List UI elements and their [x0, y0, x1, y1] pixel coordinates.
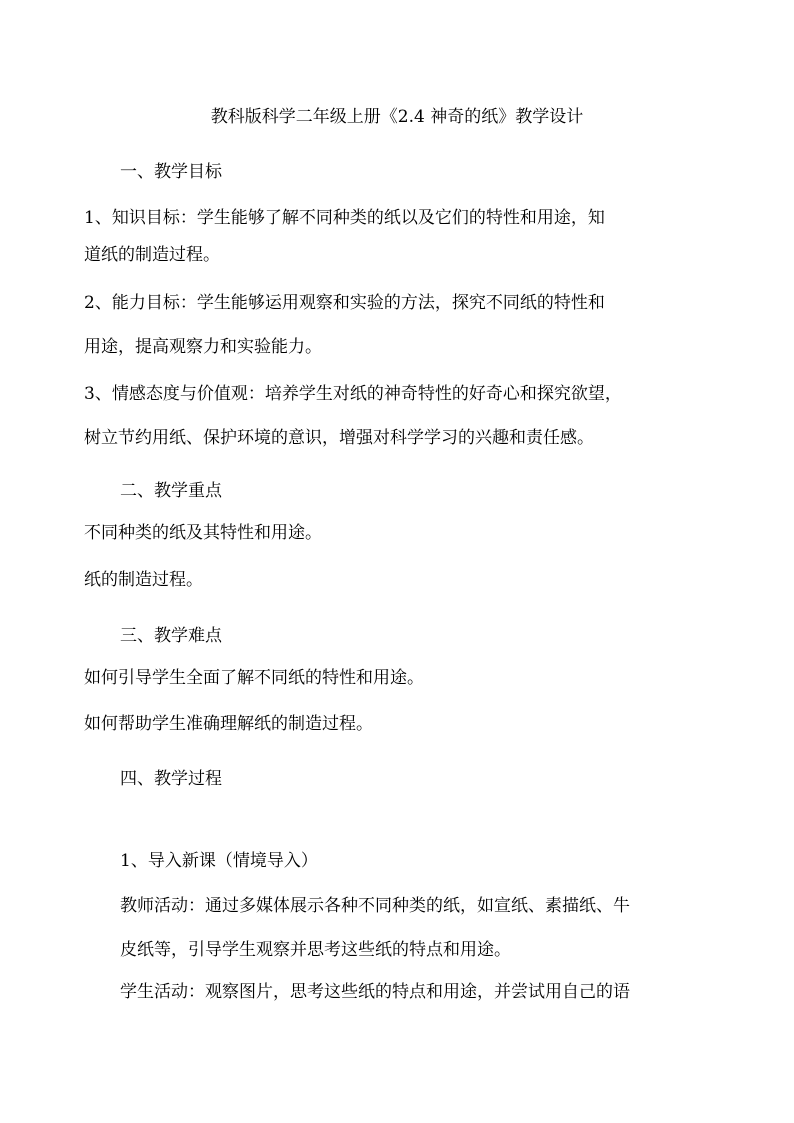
paragraph-line: 1、知识目标：学生能够了解不同种类的纸以及它们的特性和用途，知 [84, 208, 605, 228]
paragraph-line: 树立节约用纸、保护环境的意识，增强对科学学习的兴趣和责任感。 [84, 428, 594, 448]
paragraph-line: 纸的制造过程。 [84, 570, 203, 590]
paragraph-line: 3、情感态度与价值观：培养学生对纸的神奇特性的好奇心和探究欲望， [84, 384, 622, 404]
paragraph-line: 不同种类的纸及其特性和用途。 [84, 523, 322, 543]
paragraph-line: 学生活动：观察图片，思考这些纸的特点和用途，并尝试用自己的语 [120, 982, 630, 1002]
paragraph-line: 道纸的制造过程。 [84, 245, 220, 265]
step-heading: 1、导入新课（情境导入） [120, 851, 318, 871]
section-heading-difficulties: 三、教学难点 [120, 626, 222, 646]
section-heading-goals: 一、教学目标 [120, 162, 222, 182]
paragraph-line: 用途，提高观察力和实验能力。 [84, 337, 322, 357]
section-heading-key-points: 二、教学重点 [120, 481, 222, 501]
document-title: 教科版科学二年级上册《2.4 神奇的纸》教学设计 [210, 107, 584, 127]
paragraph-line: 2、能力目标：学生能够运用观察和实验的方法，探究不同纸的特性和 [84, 293, 605, 313]
paragraph-line: 皮纸等，引导学生观察并思考这些纸的特点和用途。 [120, 940, 511, 960]
paragraph-line: 如何引导学生全面了解不同纸的特性和用途。 [84, 668, 424, 688]
paragraph-line: 如何帮助学生准确理解纸的制造过程。 [84, 714, 373, 734]
paragraph-line: 教师活动：通过多媒体展示各种不同种类的纸，如宣纸、素描纸、牛 [120, 896, 630, 916]
section-heading-process: 四、教学过程 [120, 769, 222, 789]
